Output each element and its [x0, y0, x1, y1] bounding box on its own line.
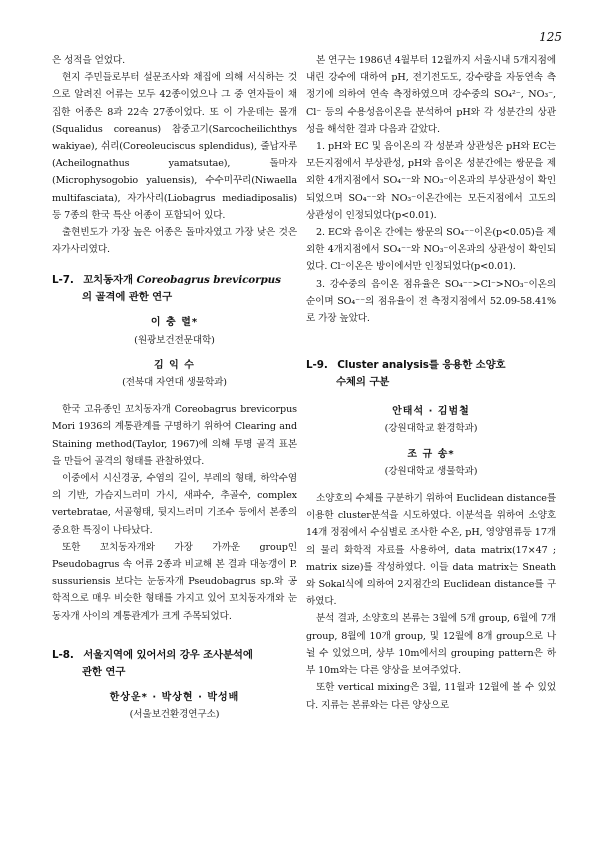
finding-item: 1. pH와 EC 및 음이온의 각 성분과 상관성은 pH와 EC는 모든지점에서 부상관성, pH와 음이온 성분간에는 쌍문을 제외한 4개지점에서 SO₄⁻⁻와 NO₃⁻이온과의 부상관성이 확인되었으며 SO₄⁻⁻와 NO₃⁻이온간에는 모든지점에서 고도의 상관성이 인정되었다(p<0.01). [306, 141, 556, 221]
finding-item: 2. EC와 음이온 간에는 쌍문의 SO₄⁻⁻이온(p<0.05)을 제외한 4개지점에서 SO₄⁻⁻와 NO₃⁻이온과의 상관성이 확인되었다. Cl⁻이온은 방이에서만 인정되었다(p<0.01). [306, 227, 556, 273]
author: 조 규 송* [407, 448, 455, 460]
author: 김 익 수 [154, 359, 195, 371]
section-code: L-7. [52, 274, 74, 287]
page-number: 125 [539, 30, 562, 44]
affiliation: (강원대학교 생물학과) [384, 465, 478, 477]
intro-paragraph: 출현빈도가 가장 높은 어종은 돌마자였고 가장 낮은 것은 자가사리였다. [52, 227, 297, 256]
finding-item: 3. 강수중의 음이온 점유율은 SO₄⁻⁻>Cl⁻>NO₃⁻이온의 순이며 SO₄⁻⁻의 점유율이 전 측정지점에서 52.09-58.41%로 가장 높았다. [306, 278, 556, 325]
section-heading-l8 [52, 647, 297, 681]
body-paragraph: 소양호의 수체를 구분하기 위하여 Euclidean distance를 이용한 cluster분석을 시도하였다. 이분석을 위하여 소양호 14개 정점에서 수심별로 조사한 수온, pH, 영양염류등 17개의 물리 화학적 자료를 사용하여, data matrix(17×47 ; matrix size)를 작성하였다. 이들 data matrix는 Sneath와 Sokal식에 의하여 2지점간의 Euclidean distance를 구하였다. [306, 493, 556, 608]
section-title-latin: Coreobagrus brevicorpus [136, 274, 281, 287]
section-title: Cluster analysis를 응용한 소양호 [337, 359, 506, 372]
section-heading-l7 [52, 272, 297, 306]
section-title: 꼬치동자개 [83, 274, 133, 287]
author: 이 충 렬* [150, 317, 199, 329]
body-paragraph: 또한 vertical mixing은 3월, 11월과 12월에 볼 수 있었다. 지류는 본류와는 다른 양상으로 [306, 682, 556, 711]
section-code: L-9. [306, 359, 328, 372]
body-paragraph: 이중에서 시신경공, 수염의 길이, 부레의 형태, 하악수염의 기반, 가슴지느러미 가시, 새파수, 추골수, complex vertebratae, 서골형태, 뒷지느러미 기조수 등에서 본종의 중요한 특징이 나타났다. [52, 473, 297, 536]
section-heading-l9 [306, 357, 556, 391]
body-paragraph: 또한 꼬치동자개와 가장 가까운 group인 Pseudobagrus 속 어류 2종과 비교해 본 결과 대농갱이 P. sussuriensis 보다는 눈동자개 Pseudobagrus sp.와 공학적으로 매우 비슷한 형태를 가지고 있어 꼬치동자개와 눈동자개 사이의 계통관계가 크게 주목되었다. [52, 541, 297, 622]
author: 한상운* · 박상현 · 박성배 [109, 691, 240, 703]
author: 안태석 · 김범철 [392, 406, 470, 418]
body-paragraph: 분석 결과, 소양호의 본류는 3월에 5개 group, 6월에 7개 group, 8월에 10개 group, 및 12월에 8개 group으로 나뉠 수 있었으며, 상부 10m에서의 grouping pattern은 하부 10m와는 다른 양상을 보여주었다. [306, 613, 556, 677]
section-code: L-8. [52, 648, 74, 661]
section-title-line2: 관한 연구 [82, 665, 126, 678]
intro-line: 은 성적을 얻었다. [52, 55, 126, 66]
intro-paragraph: 현지 주민들로부터 설문조사와 채집에 의해 서식하는 것으로 알려진 어류는 모두 42종이었으나 그 중 연자들이 채집한 어종은 8과 22속 27종이었다. 또 이 가운데는 몰개(Squalidus coreanus) 참중고기(Sarcocheilichthys wakiyae), 쉬리(Coreoleuciscus splendidus), 줄납자루(Acheilognathus yamatsutae), 돌마자(Microphysogobio yaluensis), 수수미꾸리(Niwaella multifasciata), 자가사리(Liobagrus mediadiposalis)등 7종의 한국 특산 어종이 포함되어 있다. [52, 72, 297, 221]
affiliation: (서울보건환경연구소) [129, 709, 220, 721]
section-title-line2: 의 골격에 관한 연구 [82, 291, 173, 304]
body-paragraph: 한국 고유종인 꼬치동자개 Coreobagrus brevicorpus Mori 1936의 계통관계를 구명하기 위하여 Clearing and Staining method(Taylor, 1967)에 의해 투명 골격 표본을 만들어 골격의 형태를 관찰하였다. [52, 404, 297, 467]
affiliation: (강원대학교 환경학과) [384, 423, 478, 435]
left-column [52, 52, 297, 723]
affiliation: (전북대 자연대 생물학과) [122, 377, 227, 389]
right-column [306, 52, 556, 714]
section-title: 서울지역에 있어서의 강우 조사분석에 [83, 648, 253, 661]
affiliation: (원광보건전문대학) [134, 334, 215, 346]
body-paragraph: 본 연구는 1986년 4월부터 12월까지 서울시내 5개지점에 내린 강수에 대하여 pH, 전기전도도, 강수량을 자동연속 측정기에 의하여 연속 측정하였으며 강수중의 SO₄²⁻, NO₃⁻, Cl⁻ 등의 수용성음이온을 분석하여 pH와 각 성분간의 상관성을 해석한 결과 다음과 같았다. [306, 55, 556, 135]
section-title-line2: 수체의 구분 [336, 376, 390, 389]
